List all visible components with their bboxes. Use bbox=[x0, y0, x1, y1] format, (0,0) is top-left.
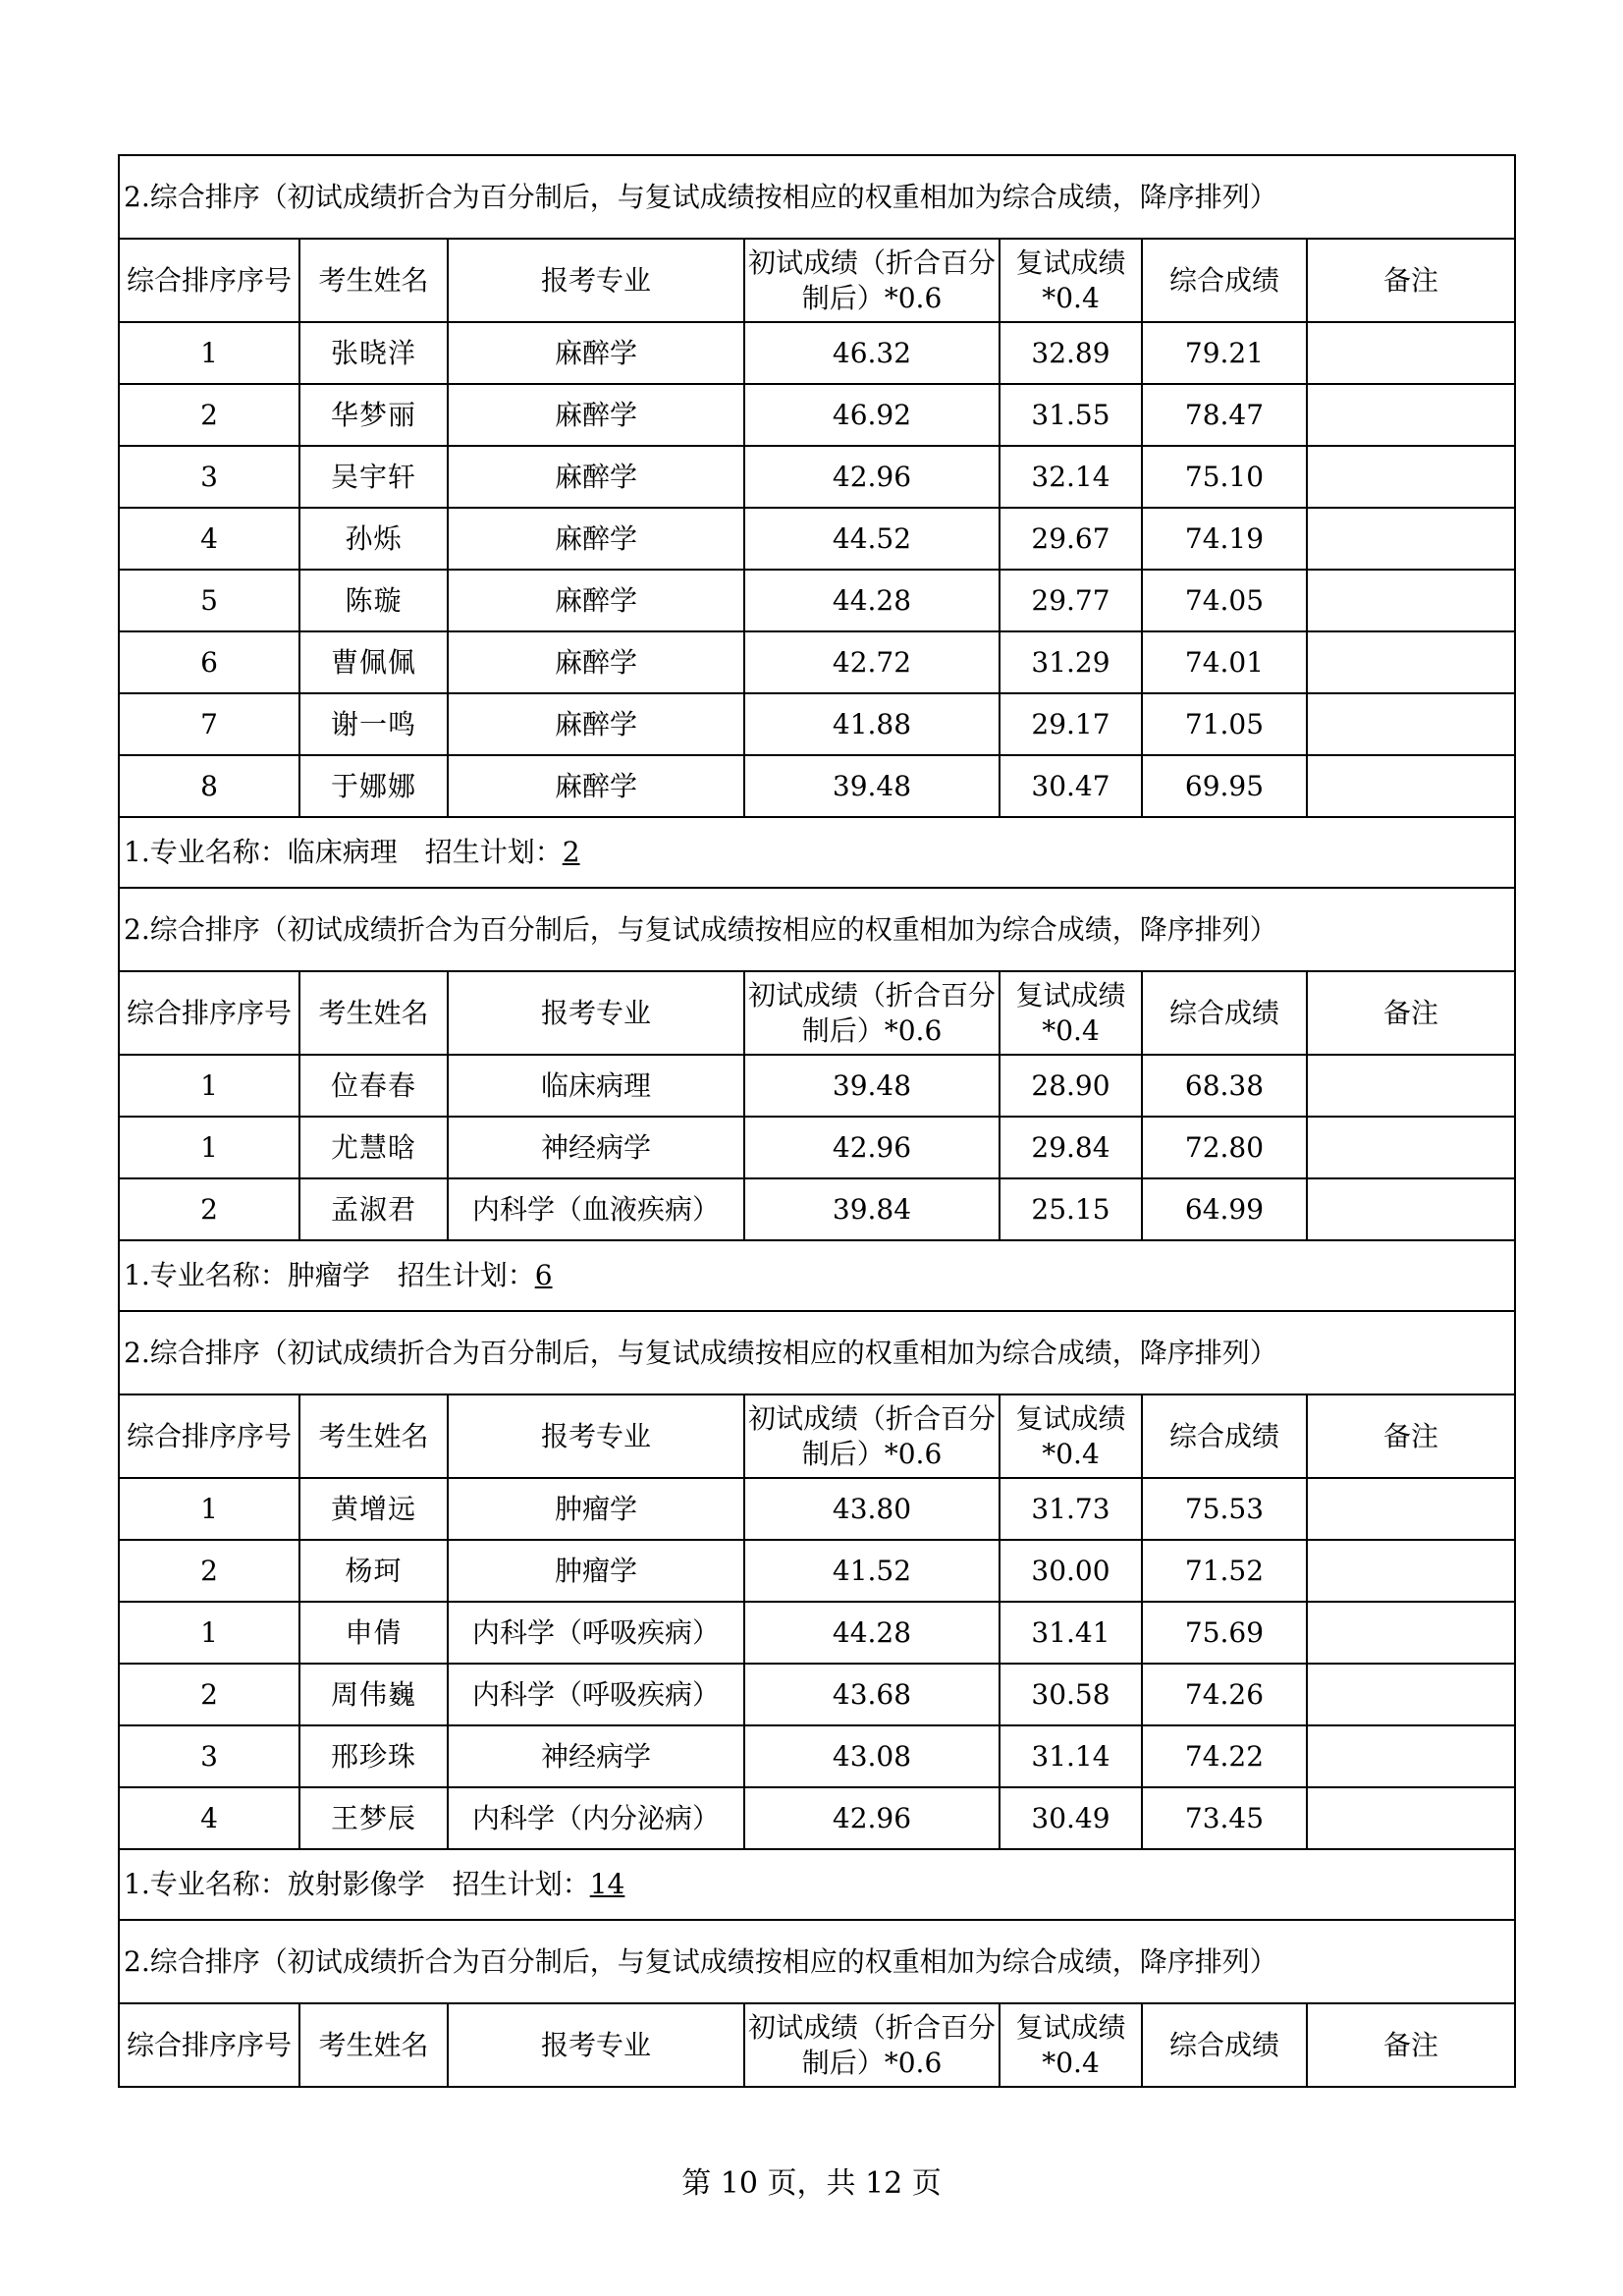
column-header-row bbox=[119, 1394, 1515, 1478]
major-cell: 神经病学 bbox=[448, 1725, 744, 1787]
retest-score-cell: 31.14 bbox=[1000, 1725, 1142, 1787]
total-score-cell: 78.47 bbox=[1142, 384, 1307, 446]
column-header: 综合排序序号 bbox=[119, 971, 299, 1055]
rank-cell: 1 bbox=[119, 1055, 299, 1117]
total-score-cell: 73.45 bbox=[1142, 1787, 1307, 1849]
major-cell: 肿瘤学 bbox=[448, 1478, 744, 1540]
note-cell bbox=[1307, 384, 1515, 446]
initial-score-cell: 44.28 bbox=[744, 570, 1000, 631]
major-cell: 内科学（呼吸疾病） bbox=[448, 1602, 744, 1664]
candidate-name-cell: 谢一鸣 bbox=[299, 693, 448, 755]
total-score-cell: 75.10 bbox=[1142, 446, 1307, 508]
note-cell bbox=[1307, 1478, 1515, 1540]
major-cell: 麻醉学 bbox=[448, 322, 744, 384]
candidate-name-cell: 邢珍珠 bbox=[299, 1725, 448, 1787]
enrollment-plan-value: 6 bbox=[534, 1259, 553, 1291]
ranking-title: 2.综合排序（初试成绩折合为百分制后，与复试成绩按相应的权重相加为综合成绩，降序排列） bbox=[119, 1311, 1515, 1394]
note-cell bbox=[1307, 631, 1515, 693]
retest-score-cell: 31.73 bbox=[1000, 1478, 1142, 1540]
retest-score-cell: 28.90 bbox=[1000, 1055, 1142, 1117]
candidate-name-cell: 孟淑君 bbox=[299, 1178, 448, 1240]
column-header: 备注 bbox=[1307, 2003, 1515, 2087]
column-header: 初试成绩（折合百分制后）*0.6 bbox=[744, 239, 1000, 322]
candidate-name-cell: 曹佩佩 bbox=[299, 631, 448, 693]
retest-score-cell: 31.41 bbox=[1000, 1602, 1142, 1664]
column-header-row bbox=[119, 2003, 1515, 2087]
ranking-title: 2.综合排序（初试成绩折合为百分制后，与复试成绩按相应的权重相加为综合成绩，降序排列） bbox=[119, 1920, 1515, 2003]
major-spec-row bbox=[119, 1849, 1515, 1920]
major-spec-label: 1.专业名称：肿瘤学 招生计划： bbox=[124, 1259, 535, 1291]
candidate-name-cell: 申倩 bbox=[299, 1602, 448, 1664]
candidate-name-cell: 杨珂 bbox=[299, 1540, 448, 1602]
rank-cell: 8 bbox=[119, 755, 299, 817]
column-header: 备注 bbox=[1307, 239, 1515, 322]
major-cell: 麻醉学 bbox=[448, 755, 744, 817]
initial-score-cell: 42.96 bbox=[744, 446, 1000, 508]
rank-cell: 1 bbox=[119, 322, 299, 384]
note-cell bbox=[1307, 1055, 1515, 1117]
table-row bbox=[119, 1602, 1515, 1664]
total-score-cell: 74.05 bbox=[1142, 570, 1307, 631]
note-cell bbox=[1307, 1117, 1515, 1178]
rank-cell: 6 bbox=[119, 631, 299, 693]
total-score-cell: 71.05 bbox=[1142, 693, 1307, 755]
major-cell: 麻醉学 bbox=[448, 508, 744, 570]
retest-score-cell: 30.58 bbox=[1000, 1664, 1142, 1725]
rank-cell: 5 bbox=[119, 570, 299, 631]
table-row bbox=[119, 631, 1515, 693]
table-row bbox=[119, 1117, 1515, 1178]
retest-score-cell: 31.29 bbox=[1000, 631, 1142, 693]
note-cell bbox=[1307, 508, 1515, 570]
initial-score-cell: 43.68 bbox=[744, 1664, 1000, 1725]
score-ranking-table bbox=[118, 154, 1516, 2088]
column-header: 初试成绩（折合百分制后）*0.6 bbox=[744, 971, 1000, 1055]
major-cell: 内科学（内分泌病） bbox=[448, 1787, 744, 1849]
retest-score-cell: 29.67 bbox=[1000, 508, 1142, 570]
table-row bbox=[119, 1055, 1515, 1117]
total-score-cell: 79.21 bbox=[1142, 322, 1307, 384]
initial-score-cell: 46.92 bbox=[744, 384, 1000, 446]
candidate-name-cell: 位春春 bbox=[299, 1055, 448, 1117]
major-spec-row bbox=[119, 817, 1515, 888]
retest-score-cell: 32.89 bbox=[1000, 322, 1142, 384]
total-score-cell: 74.26 bbox=[1142, 1664, 1307, 1725]
initial-score-cell: 39.84 bbox=[744, 1178, 1000, 1240]
page-footer: 第 10 页，共 12 页 bbox=[681, 2166, 942, 2201]
retest-score-cell: 30.49 bbox=[1000, 1787, 1142, 1849]
ranking-title: 2.综合排序（初试成绩折合为百分制后，与复试成绩按相应的权重相加为综合成绩，降序排列） bbox=[119, 155, 1515, 239]
note-cell bbox=[1307, 1602, 1515, 1664]
column-header: 综合排序序号 bbox=[119, 239, 299, 322]
rank-cell: 2 bbox=[119, 1178, 299, 1240]
candidate-name-cell: 张晓洋 bbox=[299, 322, 448, 384]
note-cell bbox=[1307, 322, 1515, 384]
enrollment-plan-value: 2 bbox=[562, 836, 580, 868]
ranking-title-row bbox=[119, 155, 1515, 239]
major-cell: 麻醉学 bbox=[448, 631, 744, 693]
total-score-cell: 75.69 bbox=[1142, 1602, 1307, 1664]
major-spec-cell bbox=[119, 1849, 1515, 1920]
table-row bbox=[119, 508, 1515, 570]
initial-score-cell: 43.08 bbox=[744, 1725, 1000, 1787]
ranking-title-row bbox=[119, 1920, 1515, 2003]
initial-score-cell: 41.52 bbox=[744, 1540, 1000, 1602]
note-cell bbox=[1307, 570, 1515, 631]
major-cell: 麻醉学 bbox=[448, 384, 744, 446]
table-row bbox=[119, 755, 1515, 817]
rank-cell: 2 bbox=[119, 384, 299, 446]
column-header: 考生姓名 bbox=[299, 1394, 448, 1478]
table-row bbox=[119, 446, 1515, 508]
initial-score-cell: 44.28 bbox=[744, 1602, 1000, 1664]
total-score-cell: 64.99 bbox=[1142, 1178, 1307, 1240]
total-score-cell: 74.19 bbox=[1142, 508, 1307, 570]
initial-score-cell: 42.96 bbox=[744, 1117, 1000, 1178]
major-spec-label: 1.专业名称：临床病理 招生计划： bbox=[124, 836, 563, 868]
column-header: 报考专业 bbox=[448, 239, 744, 322]
retest-score-cell: 30.00 bbox=[1000, 1540, 1142, 1602]
initial-score-cell: 39.48 bbox=[744, 755, 1000, 817]
major-cell: 内科学（呼吸疾病） bbox=[448, 1664, 744, 1725]
major-cell: 麻醉学 bbox=[448, 446, 744, 508]
retest-score-cell: 25.15 bbox=[1000, 1178, 1142, 1240]
retest-score-cell: 30.47 bbox=[1000, 755, 1142, 817]
column-header: 复试成绩*0.4 bbox=[1000, 1394, 1142, 1478]
rank-cell: 4 bbox=[119, 508, 299, 570]
table-row bbox=[119, 693, 1515, 755]
initial-score-cell: 44.52 bbox=[744, 508, 1000, 570]
column-header: 复试成绩*0.4 bbox=[1000, 239, 1142, 322]
column-header: 综合排序序号 bbox=[119, 1394, 299, 1478]
enrollment-plan-value: 14 bbox=[589, 1868, 625, 1900]
table-row bbox=[119, 384, 1515, 446]
table-row bbox=[119, 1478, 1515, 1540]
note-cell bbox=[1307, 1540, 1515, 1602]
candidate-name-cell: 尤慧晗 bbox=[299, 1117, 448, 1178]
total-score-cell: 69.95 bbox=[1142, 755, 1307, 817]
initial-score-cell: 46.32 bbox=[744, 322, 1000, 384]
retest-score-cell: 29.77 bbox=[1000, 570, 1142, 631]
rank-cell: 4 bbox=[119, 1787, 299, 1849]
ranking-title-row bbox=[119, 888, 1515, 971]
column-header: 报考专业 bbox=[448, 1394, 744, 1478]
column-header: 初试成绩（折合百分制后）*0.6 bbox=[744, 2003, 1000, 2087]
table-row bbox=[119, 1540, 1515, 1602]
table-row bbox=[119, 1787, 1515, 1849]
column-header: 复试成绩*0.4 bbox=[1000, 2003, 1142, 2087]
table-row bbox=[119, 1178, 1515, 1240]
column-header: 考生姓名 bbox=[299, 971, 448, 1055]
candidate-name-cell: 周伟巍 bbox=[299, 1664, 448, 1725]
rank-cell: 7 bbox=[119, 693, 299, 755]
rank-cell: 3 bbox=[119, 1725, 299, 1787]
major-cell: 临床病理 bbox=[448, 1055, 744, 1117]
rank-cell: 1 bbox=[119, 1478, 299, 1540]
major-spec-label: 1.专业名称：放射影像学 招生计划： bbox=[124, 1868, 590, 1900]
column-header: 综合排序序号 bbox=[119, 2003, 299, 2087]
column-header: 考生姓名 bbox=[299, 2003, 448, 2087]
candidate-name-cell: 陈璇 bbox=[299, 570, 448, 631]
table-row bbox=[119, 1725, 1515, 1787]
initial-score-cell: 39.48 bbox=[744, 1055, 1000, 1117]
total-score-cell: 72.80 bbox=[1142, 1117, 1307, 1178]
retest-score-cell: 29.84 bbox=[1000, 1117, 1142, 1178]
candidate-name-cell: 王梦辰 bbox=[299, 1787, 448, 1849]
column-header: 考生姓名 bbox=[299, 239, 448, 322]
major-spec-row bbox=[119, 1240, 1515, 1311]
major-cell: 内科学（血液疾病） bbox=[448, 1178, 744, 1240]
initial-score-cell: 42.96 bbox=[744, 1787, 1000, 1849]
ranking-title: 2.综合排序（初试成绩折合为百分制后，与复试成绩按相应的权重相加为综合成绩，降序排列） bbox=[119, 888, 1515, 971]
major-spec-cell bbox=[119, 1240, 1515, 1311]
note-cell bbox=[1307, 1178, 1515, 1240]
retest-score-cell: 31.55 bbox=[1000, 384, 1142, 446]
column-header: 综合成绩 bbox=[1142, 971, 1307, 1055]
note-cell bbox=[1307, 755, 1515, 817]
ranking-title-row bbox=[119, 1311, 1515, 1394]
total-score-cell: 74.01 bbox=[1142, 631, 1307, 693]
column-header-row bbox=[119, 971, 1515, 1055]
total-score-cell: 75.53 bbox=[1142, 1478, 1307, 1540]
note-cell bbox=[1307, 1725, 1515, 1787]
initial-score-cell: 43.80 bbox=[744, 1478, 1000, 1540]
note-cell bbox=[1307, 693, 1515, 755]
candidate-name-cell: 孙烁 bbox=[299, 508, 448, 570]
rank-cell: 3 bbox=[119, 446, 299, 508]
candidate-name-cell: 于娜娜 bbox=[299, 755, 448, 817]
column-header: 报考专业 bbox=[448, 971, 744, 1055]
column-header-row bbox=[119, 239, 1515, 322]
initial-score-cell: 41.88 bbox=[744, 693, 1000, 755]
column-header: 备注 bbox=[1307, 1394, 1515, 1478]
initial-score-cell: 42.72 bbox=[744, 631, 1000, 693]
candidate-name-cell: 吴宇轩 bbox=[299, 446, 448, 508]
column-header: 综合成绩 bbox=[1142, 1394, 1307, 1478]
column-header: 初试成绩（折合百分制后）*0.6 bbox=[744, 1394, 1000, 1478]
candidate-name-cell: 华梦丽 bbox=[299, 384, 448, 446]
major-cell: 肿瘤学 bbox=[448, 1540, 744, 1602]
total-score-cell: 68.38 bbox=[1142, 1055, 1307, 1117]
rank-cell: 1 bbox=[119, 1602, 299, 1664]
column-header: 综合成绩 bbox=[1142, 239, 1307, 322]
major-cell: 麻醉学 bbox=[448, 693, 744, 755]
note-cell bbox=[1307, 1664, 1515, 1725]
candidate-name-cell: 黄增远 bbox=[299, 1478, 448, 1540]
major-spec-cell bbox=[119, 817, 1515, 888]
note-cell bbox=[1307, 446, 1515, 508]
table-row bbox=[119, 570, 1515, 631]
retest-score-cell: 32.14 bbox=[1000, 446, 1142, 508]
total-score-cell: 71.52 bbox=[1142, 1540, 1307, 1602]
rank-cell: 2 bbox=[119, 1540, 299, 1602]
column-header: 备注 bbox=[1307, 971, 1515, 1055]
table-row bbox=[119, 322, 1515, 384]
column-header: 报考专业 bbox=[448, 2003, 744, 2087]
rank-cell: 2 bbox=[119, 1664, 299, 1725]
table-row bbox=[119, 1664, 1515, 1725]
retest-score-cell: 29.17 bbox=[1000, 693, 1142, 755]
major-cell: 神经病学 bbox=[448, 1117, 744, 1178]
total-score-cell: 74.22 bbox=[1142, 1725, 1307, 1787]
column-header: 复试成绩*0.4 bbox=[1000, 971, 1142, 1055]
column-header: 综合成绩 bbox=[1142, 2003, 1307, 2087]
rank-cell: 1 bbox=[119, 1117, 299, 1178]
major-cell: 麻醉学 bbox=[448, 570, 744, 631]
note-cell bbox=[1307, 1787, 1515, 1849]
